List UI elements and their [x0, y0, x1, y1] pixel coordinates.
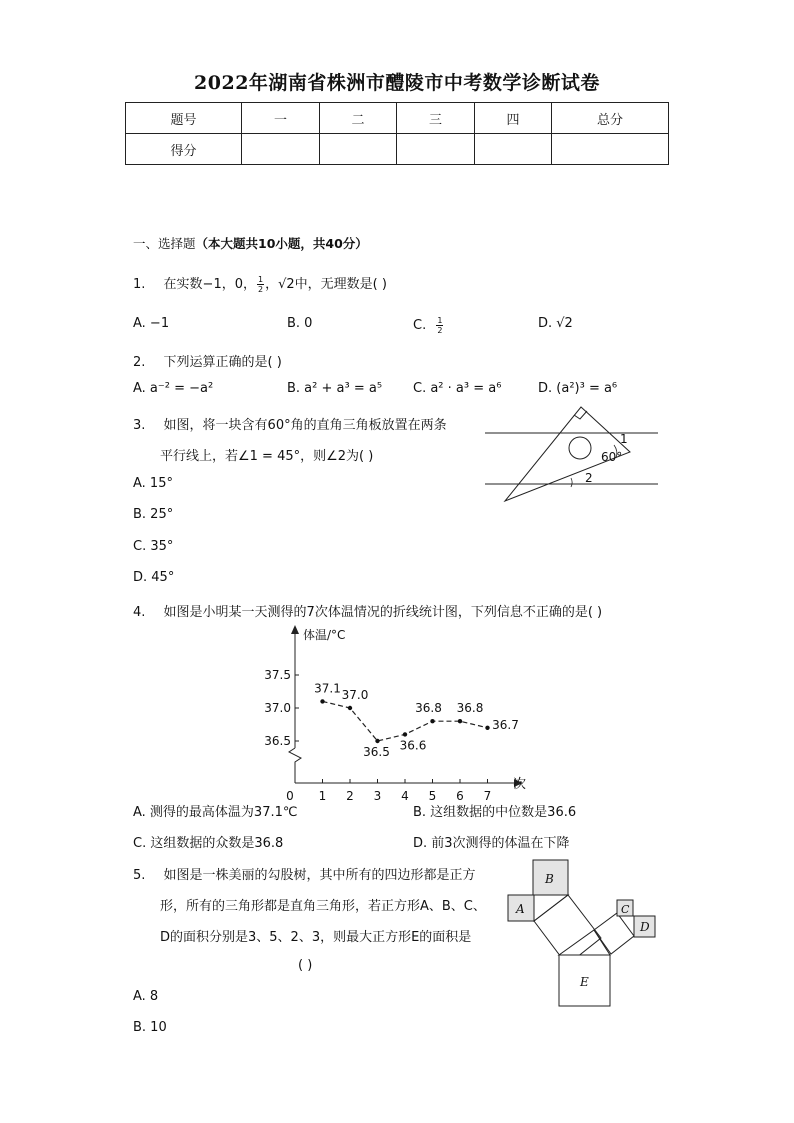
question-stem: 下列运算正确的是( ) — [163, 355, 282, 370]
score-table-header-row — [126, 103, 669, 134]
score-input-cell[interactable] — [552, 134, 669, 165]
q4-option-a[interactable]: A. 测得的最高体温为37.1℃ — [133, 805, 298, 820]
x-tick-label: 4 — [401, 789, 409, 803]
data-point — [403, 732, 407, 736]
score-table — [125, 102, 669, 165]
data-point — [458, 719, 462, 723]
score-header-cell: 二 — [320, 103, 397, 134]
square-right-large — [594, 913, 634, 954]
q1-option-d[interactable]: D. √2 — [538, 316, 573, 331]
q3-option-d[interactable]: D. 45° — [133, 570, 175, 585]
question-number: 4. — [133, 605, 146, 620]
score-input-cell[interactable] — [320, 134, 397, 165]
q2-option-d[interactable]: D. (a²)³ = a⁶ — [538, 381, 618, 396]
question-2 — [133, 351, 282, 370]
label-c: C — [621, 903, 630, 916]
question-stem: 如图，将一块含有60°角的直角三角板放置在两条 — [163, 418, 447, 433]
question-stem-line3: D的面积分别是3、5、2、3，则最大正方形E的面积是 — [160, 930, 472, 945]
question-stem: 在实数−1，0， — [163, 277, 256, 292]
score-header-cell: 四 — [475, 103, 552, 134]
angle-60-label: 60° — [601, 450, 623, 464]
q3-option-a[interactable]: A. 15° — [133, 476, 173, 491]
q2-option-c[interactable]: C. a² · a³ = a⁶ — [413, 381, 502, 396]
angle-2-label: 2 — [585, 471, 593, 485]
fraction-numerator: 1 — [257, 275, 264, 284]
fraction — [257, 275, 264, 294]
score-header-cell: 一 — [242, 103, 320, 134]
question-stem-line2: 平行线上，若∠1 = 45°，则∠2为( ) — [160, 449, 374, 464]
question-number: 5. — [133, 868, 146, 883]
x-tick-label: 5 — [428, 789, 437, 803]
x-tick-label: 6 — [456, 789, 464, 803]
label-e: E — [580, 975, 589, 989]
q1-option-b[interactable]: B. 0 — [287, 316, 313, 331]
y-tick-label: 37.5 — [264, 668, 291, 682]
q4-option-b[interactable]: B. 这组数据的中位数是36.6 — [413, 805, 577, 820]
data-point — [320, 699, 324, 703]
question-1 — [133, 273, 387, 294]
fraction — [436, 316, 443, 335]
data-point — [375, 739, 379, 743]
q2-option-b[interactable]: B. a² + a³ = a⁵ — [287, 381, 383, 396]
question-number: 1. — [133, 277, 146, 292]
score-header-cell: 总分 — [552, 103, 669, 134]
data-label: 36.5 — [363, 745, 390, 759]
question-number: 3. — [133, 418, 146, 433]
angle-2-arc — [571, 478, 572, 487]
fraction-denominator: 2 — [257, 285, 264, 294]
x-tick-label: 2 — [346, 789, 354, 803]
question-stem-part: 中，无理数是( ) — [294, 277, 387, 292]
angle-1-label: 1 — [620, 432, 628, 446]
x-axis-label: 次 — [513, 777, 527, 792]
label-b: B — [545, 872, 554, 886]
x-tick-label: 7 — [483, 789, 492, 803]
question-stem: 如图是一株美丽的勾股树，其中所有的四边形都是正方 — [163, 868, 476, 883]
question-3 — [133, 414, 447, 433]
question-stem-part: ， — [265, 277, 279, 292]
data-label: 36.8 — [415, 701, 442, 716]
q4-option-d[interactable]: D. 前3次测得的体温在下降 — [413, 836, 570, 851]
score-input-cell[interactable] — [397, 134, 475, 165]
data-label: 37.0 — [341, 688, 369, 702]
data-label: 37.1 — [314, 681, 341, 696]
q1-option-c[interactable] — [413, 316, 444, 335]
q4-option-c[interactable]: C. 这组数据的众数是36.8 — [133, 836, 284, 851]
data-label: 36.7 — [492, 717, 519, 732]
q1-option-a[interactable]: A. −1 — [133, 316, 170, 331]
score-row-label: 得分 — [126, 134, 242, 165]
data-point — [430, 719, 434, 723]
score-header-cell: 三 — [397, 103, 475, 134]
score-table-row — [126, 134, 669, 165]
y-axis-arrow — [291, 625, 299, 634]
fraction-denominator: 2 — [437, 326, 443, 335]
fraction-numerator: 1 — [437, 316, 443, 325]
right-angle-mark — [574, 411, 587, 419]
question-4 — [133, 601, 602, 620]
y-axis-label: 体温/°C — [303, 628, 346, 642]
option-label: C. — [413, 318, 427, 333]
exam-title: 2022年湖南省株洲市醴陵市中考数学诊断试卷 — [194, 72, 600, 94]
question-number: 2. — [133, 355, 146, 370]
section-note: （本大题共10小题，共40分） — [195, 236, 368, 251]
question-stem: 如图是小明某一天测得的7次体温情况的折线统计图，下列信息不正确的是( ) — [163, 605, 603, 620]
question-stem-line2: 形，所有的三角形都是直角三角形，若正方形A、B、C、 — [160, 899, 486, 914]
label-a: A — [516, 902, 525, 916]
section-heading — [133, 234, 368, 252]
label-d: D — [640, 920, 650, 934]
score-header-cell: 题号 — [126, 103, 242, 134]
q3-option-c[interactable]: C. 35° — [133, 539, 174, 554]
q2-option-a[interactable]: A. a⁻² = −a² — [133, 381, 214, 396]
score-input-cell[interactable] — [242, 134, 320, 165]
y-tick-label: 37.0 — [264, 701, 291, 715]
triangle-parallel-lines-figure — [480, 405, 660, 505]
data-point — [348, 706, 352, 710]
x-tick-label: 3 — [373, 789, 382, 803]
score-input-cell[interactable] — [475, 134, 552, 165]
question-5 — [133, 864, 476, 883]
temperature-line-chart — [255, 622, 535, 803]
section-name: 一、选择题 — [133, 236, 196, 251]
data-label: 36.8 — [456, 701, 484, 716]
q5-option-b[interactable]: B. 10 — [133, 1020, 167, 1035]
q3-option-b[interactable]: B. 25° — [133, 507, 174, 522]
x-tick-label: 1 — [318, 789, 327, 803]
data-point — [485, 726, 489, 730]
answer-paren: ( ) — [298, 958, 313, 973]
triangle-hole-circle — [569, 437, 591, 459]
x-tick-label: 0 — [286, 789, 294, 803]
y-tick-label: 36.5 — [264, 734, 291, 748]
data-label: 36.6 — [399, 738, 427, 753]
sqrt-expression: √2 — [278, 277, 295, 292]
axis-break-mark — [289, 748, 301, 783]
pythagorean-tree-figure — [500, 855, 665, 1015]
q5-option-a[interactable]: A. 8 — [133, 989, 159, 1004]
